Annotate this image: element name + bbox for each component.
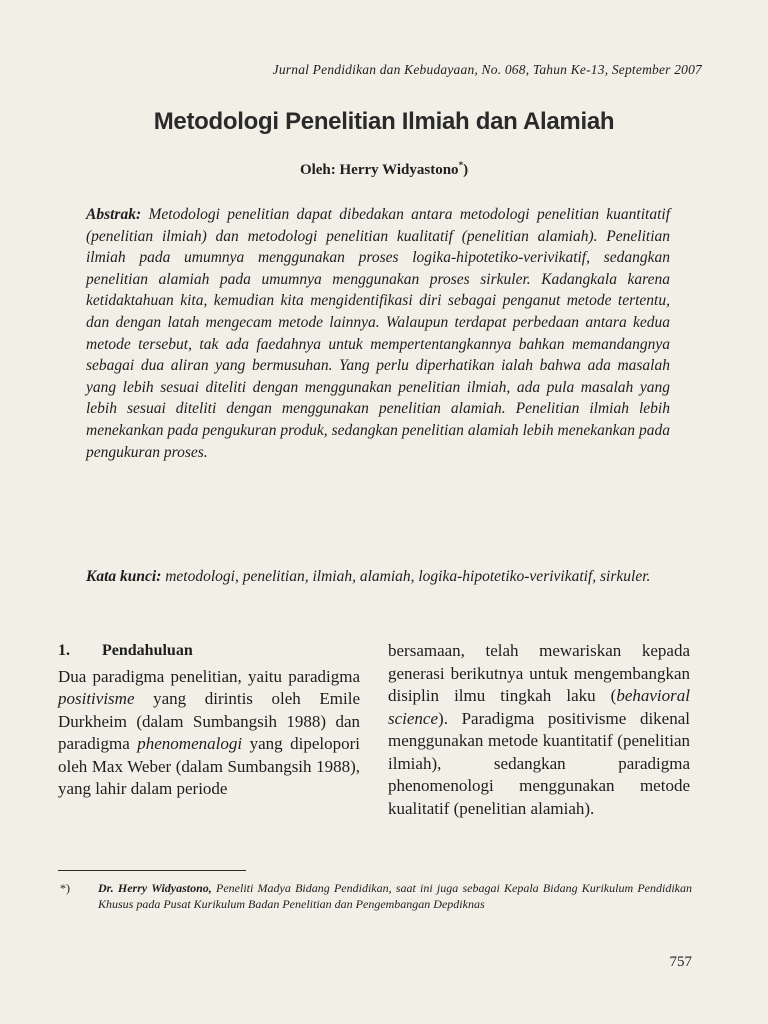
- article-title: Metodologi Penelitian Ilmiah dan Alamiah: [153, 108, 615, 135]
- body-column-right: [388, 640, 690, 820]
- running-head: Jurnal Pendidikan dan Kebudayaan, No. 068, Tahun Ke-13, September 2007: [272, 62, 702, 77]
- footnote-text: [98, 880, 692, 912]
- keywords-label: Kata kunci:: [86, 568, 162, 585]
- footnote: [60, 880, 692, 912]
- text-run: Dua paradigma penelitian, yaitu paradigma: [58, 666, 360, 686]
- term-behavioral-science: behavioral science: [388, 686, 690, 728]
- term-positivisme: positivisme: [58, 689, 135, 708]
- author-byline: [0, 160, 768, 179]
- text-run: yang dipelopori oleh Max Weber (dalam Sumbangsih 1988), yang lahir dalam periode: [58, 734, 360, 798]
- footnote-divider: [58, 870, 246, 871]
- text-run: ). Paradigma positivisme dikenal menggunakan metode kuantitatif (penelitian ilmiah), sedangkan paradigma phenomenologi menggunakan metode kualitatif (penelitian alamiah).: [388, 708, 690, 818]
- section-heading: [58, 640, 360, 663]
- intro-paragraph-left: [58, 666, 360, 801]
- abstract-label: Abstrak:: [86, 206, 142, 223]
- page-number: 757: [669, 954, 692, 970]
- footnote-author: Dr. Herry Widyastono,: [98, 881, 212, 895]
- text-run: yang dirintis oleh Emile Durkheim (dalam Sumbangsih 1988) dan paradigma: [58, 689, 360, 753]
- footnote-mark: *): [60, 881, 70, 895]
- byline-author: Oleh: Herry Widyastono: [299, 162, 459, 178]
- body-column-left: [58, 640, 360, 801]
- section-number: 1.: [58, 642, 70, 659]
- abstract: [86, 204, 670, 463]
- byline-footnote-mark: *: [458, 160, 464, 170]
- term-phenomenalogi: phenomenalogi: [137, 734, 243, 753]
- keywords: [86, 566, 670, 588]
- text-run: bersamaan, telah mewariskan kepada generasi berikutnya untuk mengembangkan disiplin ilmu tingkah laku (: [388, 641, 690, 705]
- intro-paragraph-right: [388, 640, 690, 820]
- byline-suffix: ): [463, 162, 469, 178]
- footnote-body: Peneliti Madya Bidang Pendidikan, saat ini juga sebagai Kepala Bidang Kurikulum Pendidikan Khusus pada Pusat Kurikulum Badan Penelitian dan Pengembangan Depdiknas: [98, 881, 692, 911]
- keywords-text: metodologi, penelitian, ilmiah, alamiah, logika-hipotetiko-verivikatif, sirkuler.: [165, 568, 651, 585]
- abstract-text: Metodologi penelitian dapat dibedakan antara metodologi penelitian kuantitatif (penelitian ilmiah) dan metodologi penelitian kualitatif (penelitian alamiah). Penelitian ilmiah pada umumnya menggunakan proses logika-hipotetiko-verivikatif, sedangkan penelitian alamiah pada umumnya menggunakan proses sirkuler. Kadangkala karena ketidaktahuan kita, kemudian kita mengidentifikasi diri sebagai penganut metode tertentu, dan dengan latah mengecam metode lainnya. Walaupun terdapat perbedaan antara kedua metode tersebut, tak ada faedahnya untuk mempertentangkannya bahkan memandangnya sebagai dua aliran yang bermusuhan. Yang perlu diperhatikan ialah bahwa ada masalah yang lebih sesuai diteliti dengan menggunakan penelitian ilmiah, ada pula masalah yang lebih sesuai diteliti dengan menggunakan penelitian alamiah. Penelitian ilmiah lebih menekankan pada pengukuran produk, sedangkan penelitian alamiah lebih menekankan pada pengukuran proses.: [86, 206, 671, 461]
- section-title: Pendahuluan: [102, 642, 193, 659]
